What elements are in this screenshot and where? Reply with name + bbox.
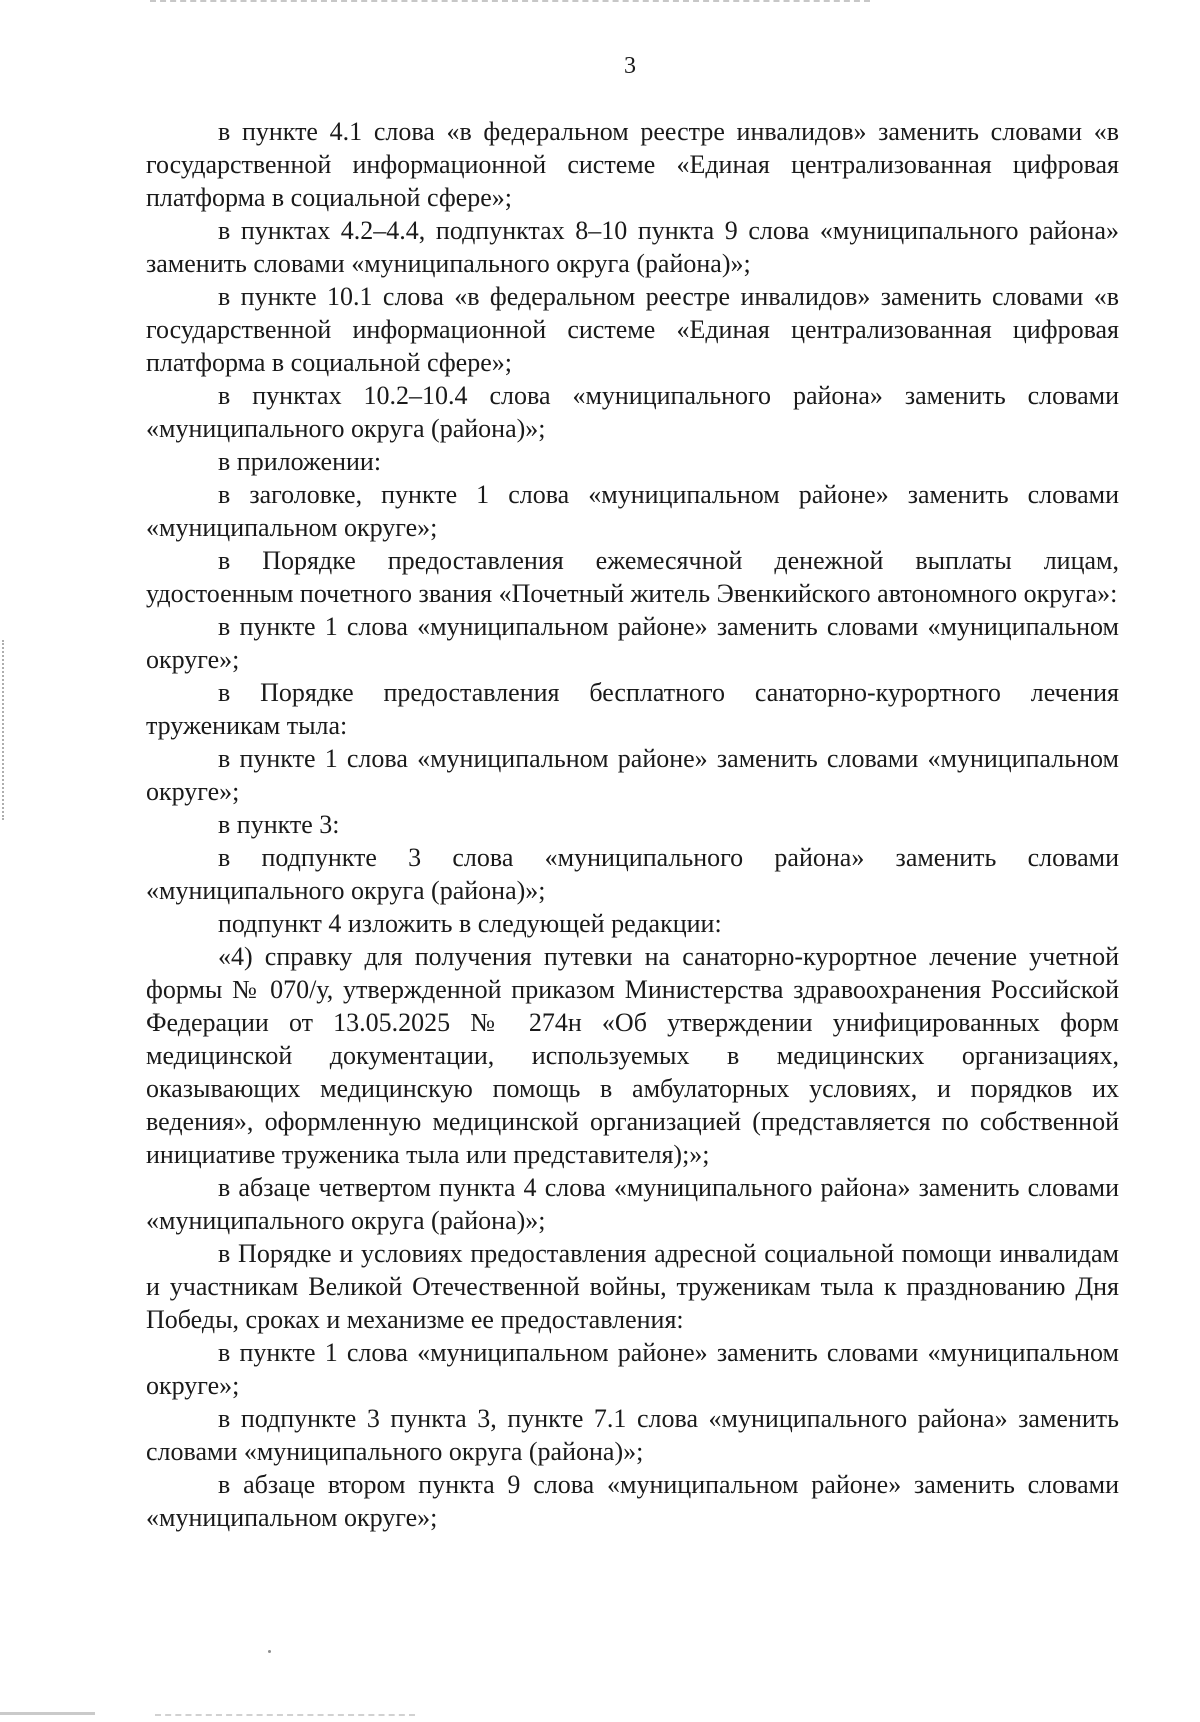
scan-artifact-bottom-line [0,1712,95,1719]
paragraph-7: в Порядке предоставления ежемесячной денежной выплаты лицам, удостоенным почетного звания «Почетный житель Эвенкийского автономного округа»: [146,546,1119,608]
paragraph-3: в пункте 10.1 слова «в федеральном реестре инвалидов» заменить словами «в государственной информационной системе «Единая централизованная цифровая платформа в социальной сфере»; [146,282,1119,377]
paragraph-2: в пунктах 4.2–4.4, подпунктах 8–10 пункта 9 слова «муниципального района» заменить словами «муниципального округа (района)»; [146,216,1119,278]
paragraph-8: в пункте 1 слова «муниципальном районе» заменить словами «муниципальном округе»; [146,612,1119,674]
document-body [146,115,1119,1534]
paragraph-17: в пункте 1 слова «муниципальном районе» заменить словами «муниципальном округе»; [146,1338,1119,1400]
paragraph-1: в пункте 4.1 слова «в федеральном реестре инвалидов» заменить словами «в государственной информационной системе «Единая централизованная цифровая платформа в социальной сфере»; [146,117,1119,212]
scan-artifact-left-edge [2,640,6,820]
page-number: 3 [624,53,636,79]
paragraph-5: в приложении: [218,447,382,476]
paragraph-18: в подпункте 3 пункта 3, пункте 7.1 слова «муниципального района» заменить словами «муниципального округа (района)»; [146,1404,1119,1466]
scan-artifact-bottom-dashes [155,1714,415,1719]
paragraph-6: в заголовке, пункте 1 слова «муниципальном районе» заменить словами «муниципальном округе»; [146,480,1119,542]
paragraph-16: в Порядке и условиях предоставления адресной социальной помощи инвалидам и участникам Великой Отечественной войны, труженикам тыла к празднованию Дня Победы, сроках и механизме ее предоставления: [146,1239,1119,1334]
paragraph-19: в абзаце втором пункта 9 слова «муниципальном районе» заменить словами «муниципальном округе»; [146,1470,1119,1532]
paragraph-10: в пункте 1 слова «муниципальном районе» заменить словами «муниципальном округе»; [146,744,1119,806]
scan-artifact-top-line [150,0,870,5]
paragraph-12: в подпункте 3 слова «муниципального района» заменить словами «муниципального округа (района)»; [146,843,1119,905]
paragraph-13: подпункт 4 изложить в следующей редакции: [218,909,722,938]
paragraph-14: «4) справку для получения путевки на санаторно-курортное лечение учетной формы № 070/у, утвержденной приказом Министерства здравоохранения Российской Федерации от 13.05.2025 № 274н «Об утверждении унифицированных форм медицинской документации, используемых в медицинских организациях, оказывающих медицинскую помощь в амбулаторных условиях, и порядков их ведения», оформленную медицинской организацией (представляется по собственной инициативе труженика тыла или представителя);»; [146,942,1119,1169]
paragraph-9: в Порядке предоставления бесплатного санаторно-курортного лечения труженикам тыла: [146,678,1119,740]
paragraph-15: в абзаце четвертом пункта 4 слова «муниципального района» заменить словами «муниципального округа (района)»; [146,1173,1119,1235]
paragraph-4: в пунктах 10.2–10.4 слова «муниципального района» заменить словами «муниципального округа (района)»; [146,381,1119,443]
scan-artifact-dot [268,1650,271,1653]
paragraph-11: в пункте 3: [218,810,340,839]
